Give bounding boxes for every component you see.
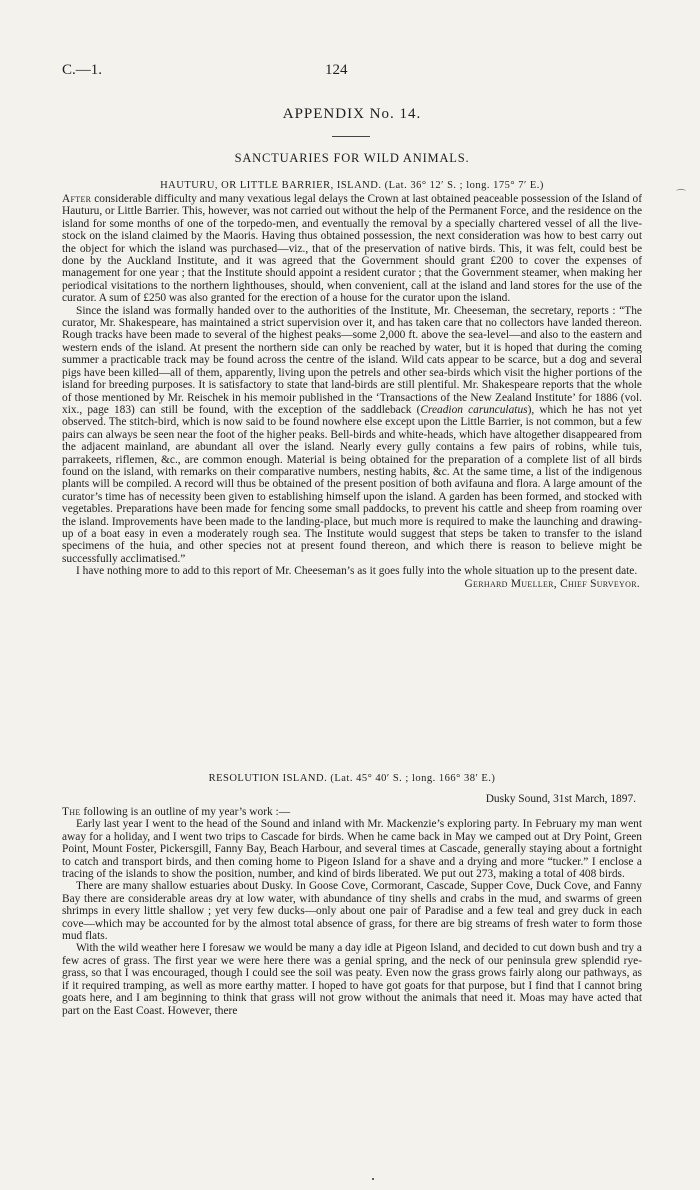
section-resolution — [62, 792, 642, 1017]
lead-word: The — [62, 806, 81, 818]
signature: Gerhard Mueller, Chief Surveyor. — [464, 577, 640, 590]
paragraph — [62, 193, 642, 305]
paragraph: There are many shallow estuaries about Dusky. In Goose Cove, Cormorant, Cascade, Supper Cove, Duck Cove, and Fanny Bay there are considerable areas dry at low water, with abundance of tiny shells and crabs in the mud, and swarms of green shrimps in every little shallow ; yet very few ducks—only about one pair of Paradise and a few teal and grey duck in each cove—which may be accounted for by the almost total absence of grass, for there are big streams of fresh water to form those mud flats. — [62, 880, 642, 943]
paragraph-text: following is an outline of my year’s work :— — [83, 806, 291, 818]
paragraph: With the wild weather here I foresaw we would be many a day idle at Pigeon Island, and decided to cut down bush and try a few acres of grass. The first year we were here there was a genial spring, and the neck of our peninsula grew splendid rye-grass, so that I was encouraged, though I could see the soil was peaty. Even now the grass grows fairly along our pathways, as if it required tramping, as well as more earthy matter. I hoped to have got goats for that purpose, but I find that I cannot bring goats here, and I am beginning to think that grass will not grow without the animals that need it. Moas may have acted that part on the East Coast. However, there — [62, 942, 642, 1017]
closing-line — [62, 565, 642, 577]
margin-mark: ⌒ — [676, 190, 686, 201]
paragraph-text: ), which he has not yet observed. The stitch-bird, which is now said to be found nowhere else except upon the Little Barrier, is not common, but a few pairs can always be seen near the foot of the higher peaks. Bell-birds and white-heads, which have altogether disappeared from the adjacent mainland, are abundant all over the island. Nearly every gully contains a few pairs of robins, while tuis, parrakeets, riflemen, &c., are common enough. Material is being obtained for the preparation of a complete list of all birds found on the island, with remarks on their comparative numbers, nesting habits, &c. At the same time, a list of the indigenous plants will be compiled. A record will thus be obtained of the present position of both avifauna and flora. A large amount of the curator’s time has of necessity been given to establishing himself upon the island. A garden has been formed, and stocked with vegetables. Preparations have been made for fencing some small paddocks, to prevent his cattle and sheep from roaming over the island. Improvements have been made to the landing-place, but much more is required to make the launching and drawing-up of a boat easy in even a moderately rough sea. The Institute would suggest that steps be taken to transfer to the island specimens of the huia, and other species not at present found thereon, and which there is reason to believe might be successfully acclimatised.” — [62, 403, 643, 565]
paragraph-text: Since the island was formally handed over to the authorities of the Institute, Mr. Cheeseman, the secretary, reports : “The curator, Mr. Shakespeare, has maintained a strict supervision over it, and has taken care that no collectors have landed thereon. Rough tracks have been made to several of the highest peaks—some 2,000 ft. above the sea-level—and also to the eastern and western ends of the island. At present the northern side can only be reached by water, but it is hoped that during the coming summer a practicable track may be found across the centre of the island. Wild cats appear to be scarce, but a dog and several pigs have been killed—all of them, apparently, living upon the petrels and other sea-birds which visit the higher portions of the island for breeding purposes. It is satisfactory to state that land-birds are still plentiful. Mr. Shakespeare reports that the whole of those mentioned by Mr. Reischek in his memoir published in the ‘Transactions of the New Zealand Institute’ for 1886 (vol. xix., page 183) can still be found, with the exception of the saddleback ( — [62, 304, 642, 416]
paragraph-text: considerable difficulty and many vexatious legal delays the Crown at last obtained peaceable possession of the Island of Hauturu, or Little Barrier. This, however, was not carried out without the help of the Permanent Force, and the residence on the island for some months of one of the torpedo-men, and eventually the removal by a specially chartered vessel of all the live-stock on the island claimed by the Maoris. Having thus obtained possession, the next consideration was how to best carry out the object for which the island was purchased—viz., that of the preservation of native birds. This, it was felt, could best be done by the Auckland Institute, and it was agreed that the Government should grant £200 to cover the expenses of management for one year ; that the Institute should appoint a resident curator ; that the Government steamer, when making her periodical visitations to the northern lighthouses, should, when convenient, call at the island and land stores for the use of the curator. A sum of £250 was also granted for the erection of a house for the curator upon the island. — [62, 193, 642, 305]
page-number: 124 — [325, 62, 348, 78]
species-name: Creadion carunculatus — [420, 403, 528, 416]
main-title: SANCTUARIES FOR WILD ANIMALS. — [234, 151, 470, 165]
title-rule — [332, 136, 370, 137]
header-reference: C.—1. — [62, 62, 103, 78]
appendix-title: APPENDIX No. 14. — [282, 106, 422, 122]
lead-word: After — [62, 193, 92, 205]
signature-line — [62, 578, 642, 590]
paragraph: Early last year I went to the head of the Sound and inland with Mr. Mackenzie’s exploring party. In February my man went away for a holiday, and I went two trips to Cascade for birds. When he came back in May we camped out at Dry Point, Green Point, Mount Foster, Pickersgill, Fanny Bay, Beach Harbour, and several times at Cascade, generally staying about a fortnight to catch and transport birds, and then coming home to Pigeon Island for a shave and a drying and more “tucker.” I enclose a tracing of the islands to show the position, number, and kind of birds liberated. We put out 273, making a total of 408 birds. — [62, 818, 642, 881]
paragraph — [62, 305, 642, 566]
paragraph — [62, 806, 642, 818]
paragraph-text: I have nothing more to add to this report of Mr. Cheeseman’s as it goes fully into the whole situation up to the present date. — [76, 565, 638, 578]
letter-date: Dusky Sound, 31st March, 1897. — [485, 793, 636, 805]
page-dot — [372, 1178, 374, 1180]
section-heading-resolution: RESOLUTION ISLAND. (Lat. 45° 40′ S. ; long. 166° 38′ E.) — [208, 773, 496, 784]
section-hauturu — [62, 193, 642, 590]
section-heading-hauturu: HAUTURU, OR LITTLE BARRIER, ISLAND. (Lat. 36° 12′ S. ; long. 175° 7′ E.) — [160, 180, 544, 191]
